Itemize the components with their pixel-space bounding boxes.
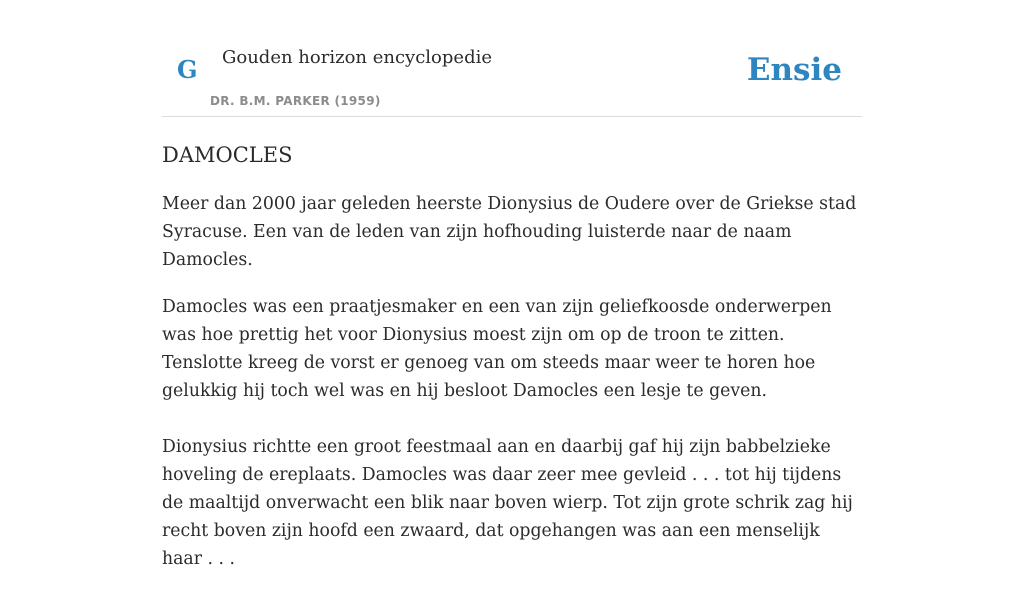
article-paragraph-1: Meer dan 2000 jaar geleden heerste Dionysius de Oudere over de Griekse stad Syracuse. Een van de leden van zijn hofhouding luisterde naar de naam Damocles.	[162, 194, 857, 270]
article-content	[162, 139, 864, 592]
ensie-logo[interactable]: Ensie	[746, 52, 842, 88]
article-paragraph-3: Dionysius richtte een groot feestmaal aan en daarbij gaf hij zijn babbelzieke hoveling de ereplaats. Damocles was daar zeer mee gevleid . . . tot hij tijdens de maaltijd onverwacht een blik naar boven wierp. Tot zijn grote schrik zag hij recht boven zijn hoofd een zwaard, dat opgehangen was aan een menselijk haar . . .	[162, 437, 853, 569]
source-header	[162, 0, 862, 117]
book-title-link[interactable]: Gouden horizon encyclopedie	[222, 47, 492, 68]
article-title: DAMOCLES	[162, 143, 293, 167]
book-author: DR. B.M. PARKER (1959)	[210, 94, 381, 108]
encyclopedia-logo-icon[interactable]: G	[177, 55, 198, 84]
article-paragraph-2: Damocles was een praatjesmaker en een van zijn geliefkoosde onderwerpen was hoe prettig het voor Dionysius moest zijn om op de troon te zitten. Tenslotte kreeg de vorst er genoeg van om steeds maar weer te horen hoe gelukkig hij toch wel was en hij besloot Damocles een lesje te geven.	[162, 297, 832, 401]
